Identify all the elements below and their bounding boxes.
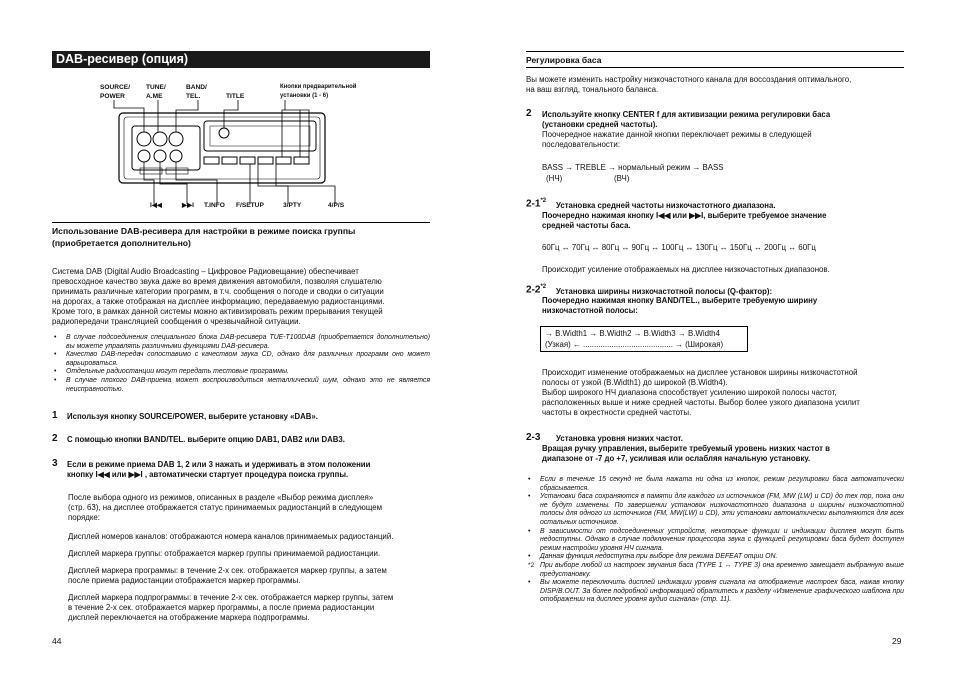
bass-mode-sequence: BASS → TREBLE → нормальный режим → BASS [542, 163, 724, 172]
body-display-intro: После выбора одного из режимов, описанных в разделе «Выбор режима дисплея» (стр. 63), на дисплее отображается статус принимаемых радиостанций в следующем порядке: [68, 493, 383, 522]
label-source: SOURCE/ [100, 84, 131, 91]
sub-2-3-text: Вращая ручку управления, выберите требуемый уровень низких частот в диапазоне от -7 до +7, усиливая или ослабляя начальную установку. [542, 444, 830, 463]
label-tel: TEL. [186, 93, 201, 100]
title-underline [526, 67, 904, 68]
page-number-right: 29 [892, 636, 902, 646]
label-next: ▶▶I [182, 202, 194, 209]
bass-notes [526, 476, 904, 605]
sub-2-1-heading: Установка средней частоты низкочастотного диапазона. [556, 201, 776, 210]
dab-search-title: Использование DAB-ресивера для настройки в режиме поиска группы (приобретается дополнительно) [52, 222, 430, 249]
step-3-text: Если в режиме приема DAB 1, 2 или 3 нажать и удерживать в этом положении кнопку I◀◀ или ▶▶I , автоматически стартует процедура поиска группы. [67, 460, 371, 479]
bass-step-2-desc: Поочередное нажатие данной кнопки переключает режимы в следующей последовательности: [542, 130, 812, 149]
sub-2-2-desc: Происходит изменение отображаемых на дисплее установок ширины низкочастотной полосы от узкой (B.Width1) до широкой (B.Width4). Выбор широкого НЧ диапазона способствует усилению широкой полосы частот, расположенных выше и ниже средней частоты. Выбор более узкого диапазона усилит частоты в окрестности средней частоты. [542, 368, 860, 417]
bass-title: Регулировка баса [526, 51, 904, 66]
note-item: *2 При выборе любой из настроек звучания баса (TYPE 1 ↔ TYPE 3) она временно замещает выбранную выше предустановку. [526, 562, 904, 579]
head-unit-illustration [100, 80, 390, 212]
head-unit-drawing [100, 80, 390, 212]
label-tune: TUNE/ [146, 84, 166, 91]
dab-intro: Система DAB (Digital Audio Broadcasting – Цифровое Радиовещание) обеспечивает превосходное качество звука даже во время движения автомобиля, позволяя слушателю принимать различные категории программ, в т.ч. сообщения о погоде и сводки о ситуации на дорогах, а также отображая на дисплее информацию, передаваемую радиостанциями. Кроме того, в рамках данной системы можно активизировать режим прерывания текущей радиопередачи трансляцией сообщения о чрезвычайной ситуации. [52, 267, 385, 326]
bass-step-2-text: Используйте кнопку CENTER f для активизации режима регулировки баса (установки средней частоты). [542, 110, 831, 129]
step-2-number: 2 [52, 433, 58, 444]
label-band: BAND/ [186, 84, 207, 91]
label-preset-range: установки (1 - 6) [280, 93, 329, 99]
step-3-number: 3 [52, 458, 58, 469]
sub-2-1-number: 2-1$^{*2}$ [526, 198, 547, 210]
label-4ps: 4/P/S [328, 202, 345, 209]
note-item: • В зависимости от подсоединенных устройств, некоторые функции и индикации дисплея могут быть недоступны. Однако в случае подключения процессора звука с функцией регулировки баса будет доступен режим настройки уровня НЧ сигнала. [526, 528, 904, 554]
bass-label-hf: (ВЧ) [614, 174, 630, 183]
step-1-number: 1 [52, 410, 58, 421]
sub-2-3-number: 2-3 [526, 432, 541, 443]
left-page [52, 0, 430, 674]
note-item: • Установки баса сохраняются в памяти для каждого из источников (FM, MW (LW) и CD) до тех пор, пока они не будут изменены. По завершении установок низкочастотного диапазона и ширины низкочастотной полосы для одного из источников (FM, MW(LW) и CD), эти установки автоматически выполняются для всех остальных источников. [526, 493, 904, 527]
sub-2-1-freqs: 60Гц ↔ 70Гц ↔ 80Гц ↔ 90Гц ↔ 100Гц ↔ 130Гц ↔ 150Гц ↔ 200Гц ↔ 60Гц [542, 243, 816, 252]
note-item: • В случае подсоединения специального блока DAB-ресивера TUE-T100DAB (приобретается дополнительно) вы можете управлять различными функциями DAB-ресивера. [52, 334, 430, 351]
label-prev: I◀◀ [150, 202, 162, 209]
right-page [526, 0, 904, 674]
bass-step-2-number: 2 [526, 108, 532, 119]
bass-label-lf: (НЧ) [546, 174, 563, 183]
sub-2-1-text: Поочередно нажимая кнопку I◀◀ или ▶▶I, выберите требуемое значение средней частоты баса. [542, 211, 827, 230]
dab-notes [52, 334, 430, 394]
sub-2-2-text: Поочередно нажимая кнопку BAND/TEL., выберите требуемую ширину низкочастотной полосы: [542, 296, 818, 315]
label-preset: Кнопки предварительной [280, 84, 357, 90]
label-fsetup: F/SETUP [236, 202, 264, 209]
label-tinfo: T.INFO [204, 202, 225, 209]
body-group-display: Дисплей маркера группы: отображается маркер группы принимаемой радиостанции. [68, 549, 381, 558]
sub-2-1-result: Происходит усиление отображаемых на дисплее низкочастотных диапазонов. [542, 265, 830, 274]
body-channel-display: Дисплей номеров каналов: отображаются номера каналов принимаемых радиостанций. [68, 532, 394, 541]
bandwidth-box: → B.Width1 → B.Width2 → B.Width3 → B.Width4 (Узкая) ← ......................................... → (Широкая) [540, 326, 748, 352]
sub-2-2-number: 2-2$^{*2}$ [526, 284, 547, 296]
label-3pty: 3/PTY [283, 202, 302, 209]
label-power: POWER [100, 93, 125, 100]
body-subprogram-display: Дисплей маркера подпрограммы: в течение 2-х сек. отображается маркер группы, затем в течение 2-х сек. отображается маркер программы, а после приема радиостанции дисплей переключается на отображение маркера подпрограммы. [68, 593, 394, 622]
note-item: • Вы можете переключить дисплей индикации уровня сигнала на отображение настроек баса, нажав кнопку DISP/B.OUT. За более подробной информацией обратитесь к разделу «Изменение графического шаблона при отображении на дисплее уровня аудио сигнала» (стр. 11). [526, 579, 904, 605]
note-item: • Качество DAB-передач сопоставимо с качеством звука CD, однако для различных программ оно может варьироваться. [52, 351, 430, 368]
note-item: • Если в течение 15 секунд не была нажата ни одна из кнопок, режим регулировки баса автоматически сбрасывается. [526, 476, 904, 493]
label-ame: A.ME [146, 93, 163, 100]
note-item: • Данная функция недоступна при выборе для режима DEFEAT опции ON. [526, 553, 904, 562]
sub-2-2-heading: Установка ширины низкочастотной полосы (Q-фактор): [556, 287, 773, 296]
note-item: • Отдельные радиостанции могут передать тестовые программы. [52, 368, 430, 377]
step-1-text: Используя кнопку SOURCE/POWER, выберите установку «DAB». [67, 412, 318, 421]
body-program-display: Дисплей маркера программы: в течение 2-х сек. отображается маркер группы, а затем после приема радиостанции отображается маркер программы. [68, 566, 387, 585]
step-2-text: С помощью кнопки BAND/TEL. выберите опцию DAB1, DAB2 или DAB3. [67, 435, 345, 444]
sub-2-3-heading: Установка уровня низких частот. [556, 434, 683, 443]
bass-intro: Вы можете изменить настройку низкочастотного канала для воссоздания оптимального, на ваш взгляд, тонального баланса. [526, 75, 852, 94]
page-number-left: 44 [52, 636, 62, 646]
dab-section-header: DAB-ресивер (опция) [52, 51, 430, 68]
note-item: • В случае плохого DAB-приема может воспроизводиться металлический шум, однако это не является неисправностью. [52, 377, 430, 394]
label-title: TITLE [226, 93, 245, 100]
